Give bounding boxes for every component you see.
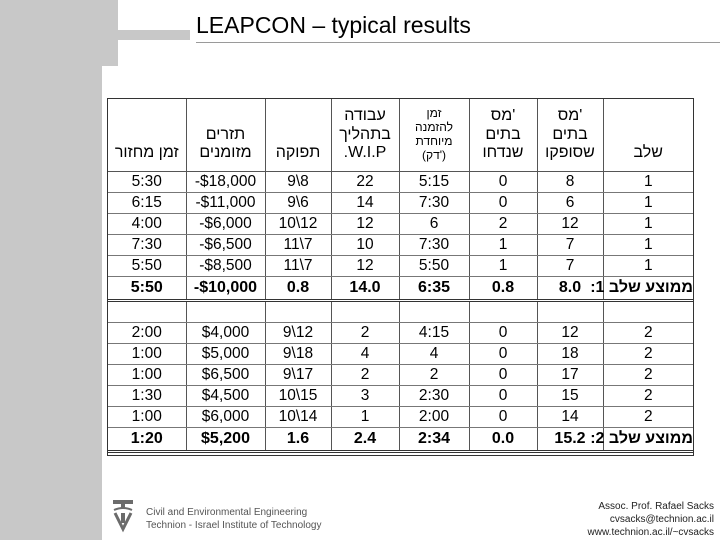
column-header-line [108, 107, 186, 125]
header-row [108, 99, 693, 172]
table-row [108, 365, 693, 386]
table-cell: 14 [331, 193, 399, 214]
column-header-line [266, 126, 331, 144]
column-header-line: בתים [485, 125, 521, 143]
column-header-line: שנדחו [482, 144, 524, 162]
table-cell: 9\18 [265, 344, 331, 365]
table-cell: 2 [399, 365, 469, 386]
table-cell: 2:34 [399, 428, 469, 452]
table-cell: 5:50 [399, 256, 469, 277]
table-cell: 12 [331, 256, 399, 277]
table-cell: 5:50 [108, 277, 186, 301]
table-row [108, 386, 693, 407]
table-cell: 7 [537, 256, 603, 277]
table-row [108, 235, 693, 256]
table-cell: 9\12 [265, 323, 331, 344]
table-cell: $6,500 [186, 365, 265, 386]
spacer-row [108, 301, 693, 323]
table-cell: 2 [603, 344, 693, 365]
column-header-line: שלב [633, 144, 663, 162]
column-header-line: בתים [552, 125, 588, 143]
table-cell: 2 [469, 214, 537, 235]
column-header-line [266, 107, 331, 125]
table-cell: -$6,000 [186, 214, 265, 235]
table-cell: $6,000 [186, 407, 265, 428]
table-cell: 11\7 [265, 235, 331, 256]
table-cell: -$11,000 [186, 193, 265, 214]
column-header-line [604, 126, 694, 144]
table-cell: 5:30 [108, 172, 186, 193]
table-cell: 4 [331, 344, 399, 365]
table-cell: 0.8 [469, 277, 537, 301]
table-cell: 1:30 [108, 386, 186, 407]
table-cell: 1 [603, 214, 693, 235]
table-cell: 15 [537, 386, 603, 407]
table-cell: 11\7 [265, 256, 331, 277]
sidebar-cap [102, 0, 118, 66]
department-name: Civil and Environmental Engineering [146, 507, 308, 518]
column-header-line [187, 107, 265, 125]
table-row [108, 344, 693, 365]
column-header-line: מיוחדת [415, 134, 453, 148]
table-cell: 5:50 [108, 256, 186, 277]
table-cell: 17 [537, 365, 603, 386]
table-cell: 2:30 [399, 386, 469, 407]
table-cell: 10\12 [265, 214, 331, 235]
table-cell: $5,000 [186, 344, 265, 365]
column-header-line: מס' [557, 107, 583, 125]
table-cell: 2 [331, 323, 399, 344]
table-cell: 1:20 [108, 428, 186, 452]
column-header [331, 99, 399, 172]
spacer-cell [331, 301, 399, 323]
table-cell: -$18,000 [186, 172, 265, 193]
table-cell: 1:00 [108, 344, 186, 365]
column-header-line: זמן [426, 106, 442, 121]
table-cell: 0 [469, 172, 537, 193]
table-cell: 1 [469, 235, 537, 256]
table-cell: 14.0 [331, 277, 399, 301]
table-cell: 1 [469, 256, 537, 277]
author-footer [588, 500, 714, 539]
table-cell: 2 [603, 386, 693, 407]
table-cell: 12 [537, 214, 603, 235]
column-header [265, 99, 331, 172]
table-cell: 1 [603, 193, 693, 214]
left-sidebar-band [0, 0, 102, 540]
column-header-line: מזומנים [199, 144, 252, 162]
results-table [107, 98, 694, 456]
table-cell: 9\6 [265, 193, 331, 214]
column-header [603, 99, 693, 172]
table-cell: 3 [331, 386, 399, 407]
table-cell: 4:00 [108, 214, 186, 235]
column-header-line: מס' [490, 107, 516, 125]
table-cell: 0 [469, 407, 537, 428]
table-cell: -$10,000 [186, 277, 265, 301]
table-cell: 5:15 [399, 172, 469, 193]
table-cell: 2.4 [331, 428, 399, 452]
institution-footer [146, 506, 321, 532]
stage1-average-row [108, 277, 693, 301]
column-header [399, 99, 469, 172]
table-cell: 2 [603, 407, 693, 428]
table-cell: 8 [537, 172, 603, 193]
table-cell: 1:00 [108, 365, 186, 386]
table-cell: 1 [603, 172, 693, 193]
column-header-line: שסופקו [545, 144, 595, 162]
table-cell: 1 [331, 407, 399, 428]
table-cell: 0 [469, 365, 537, 386]
column-header-line: עבודה [344, 107, 386, 125]
table-cell: 0 [469, 386, 537, 407]
table-row [108, 172, 693, 193]
table-cell: 10 [331, 235, 399, 256]
column-header-line: זמן מחזור [114, 144, 179, 162]
table-cell: 6 [399, 214, 469, 235]
author-website: www.technion.ac.il/~cvsacks [587, 527, 714, 538]
slide-title: LEAPCON – typical results [196, 12, 471, 38]
table-cell: 2:00 [399, 407, 469, 428]
column-header-line [604, 107, 694, 125]
column-header-line: .W.I.P [343, 144, 387, 162]
table-cell: 6:15 [108, 193, 186, 214]
table-cell: 14 [537, 407, 603, 428]
table-cell: 7:30 [399, 193, 469, 214]
table-cell: 1.6 [265, 428, 331, 452]
table-cell: 4 [399, 344, 469, 365]
table-cell: 15.2 [537, 428, 603, 452]
spacer-cell [265, 301, 331, 323]
table-cell: 12 [331, 214, 399, 235]
table-row [108, 323, 693, 344]
table-cell: 2:00 [108, 323, 186, 344]
stage2-average-row [108, 428, 693, 452]
table-cell: $4,000 [186, 323, 265, 344]
table-cell: -$8,500 [186, 256, 265, 277]
spacer-cell [537, 301, 603, 323]
table-cell: 8.0 [537, 277, 603, 301]
column-header-line: תפוקה [275, 144, 321, 162]
column-header [537, 99, 603, 172]
table-cell: 0 [469, 193, 537, 214]
column-header-line: להזמנה [415, 120, 453, 135]
table-cell: 7 [537, 235, 603, 256]
table-cell: ממוצע שלב 1: [603, 277, 693, 301]
spacer-cell [603, 301, 693, 323]
institution-name: Technion - Israel Institute of Technology [146, 520, 322, 531]
table-cell: 2 [603, 365, 693, 386]
table-cell: -$6,500 [186, 235, 265, 256]
table-cell: ממוצע שלב 2: [603, 428, 693, 452]
spacer-cell [469, 301, 537, 323]
column-header [186, 99, 265, 172]
table-row [108, 193, 693, 214]
title-underline [196, 42, 720, 43]
column-header [108, 99, 186, 172]
table-cell: 0 [469, 344, 537, 365]
author-name: Assoc. Prof. Rafael Sacks [598, 501, 714, 512]
spacer-cell [399, 301, 469, 323]
column-header-line: תזרים [205, 125, 246, 143]
table-cell: 10\15 [265, 386, 331, 407]
table-cell: 2 [331, 365, 399, 386]
table-cell: $5,200 [186, 428, 265, 452]
column-header-line: (דק') [421, 147, 447, 162]
table-cell: 1:00 [108, 407, 186, 428]
table-cell: 6 [537, 193, 603, 214]
table-cell: 12 [537, 323, 603, 344]
table-cell: 18 [537, 344, 603, 365]
author-email: cvsacks@technion.ac.il [609, 514, 714, 525]
spacer-cell [108, 301, 186, 323]
table-row [108, 256, 693, 277]
spacer-cell [186, 301, 265, 323]
technion-logo-icon [110, 496, 136, 532]
table-row [108, 214, 693, 235]
column-header-line: בתהליך [339, 125, 391, 143]
table-cell: 0.0 [469, 428, 537, 452]
table-cell: 7:30 [108, 235, 186, 256]
table-cell: 1 [603, 256, 693, 277]
table-cell: 1 [603, 235, 693, 256]
title-accent-bar [118, 30, 190, 40]
table-row [108, 407, 693, 428]
table-cell: 22 [331, 172, 399, 193]
column-header-line [108, 126, 186, 144]
table-cell: 2 [603, 323, 693, 344]
table-cell: 0 [469, 323, 537, 344]
table-cell: $4,500 [186, 386, 265, 407]
table-cell: 0.8 [265, 277, 331, 301]
table-cell: 10\14 [265, 407, 331, 428]
table-cell: 7:30 [399, 235, 469, 256]
table-cell: 6:35 [399, 277, 469, 301]
column-header [469, 99, 537, 172]
table-cell: 9\17 [265, 365, 331, 386]
table-cell: 9\8 [265, 172, 331, 193]
table-cell: 4:15 [399, 323, 469, 344]
